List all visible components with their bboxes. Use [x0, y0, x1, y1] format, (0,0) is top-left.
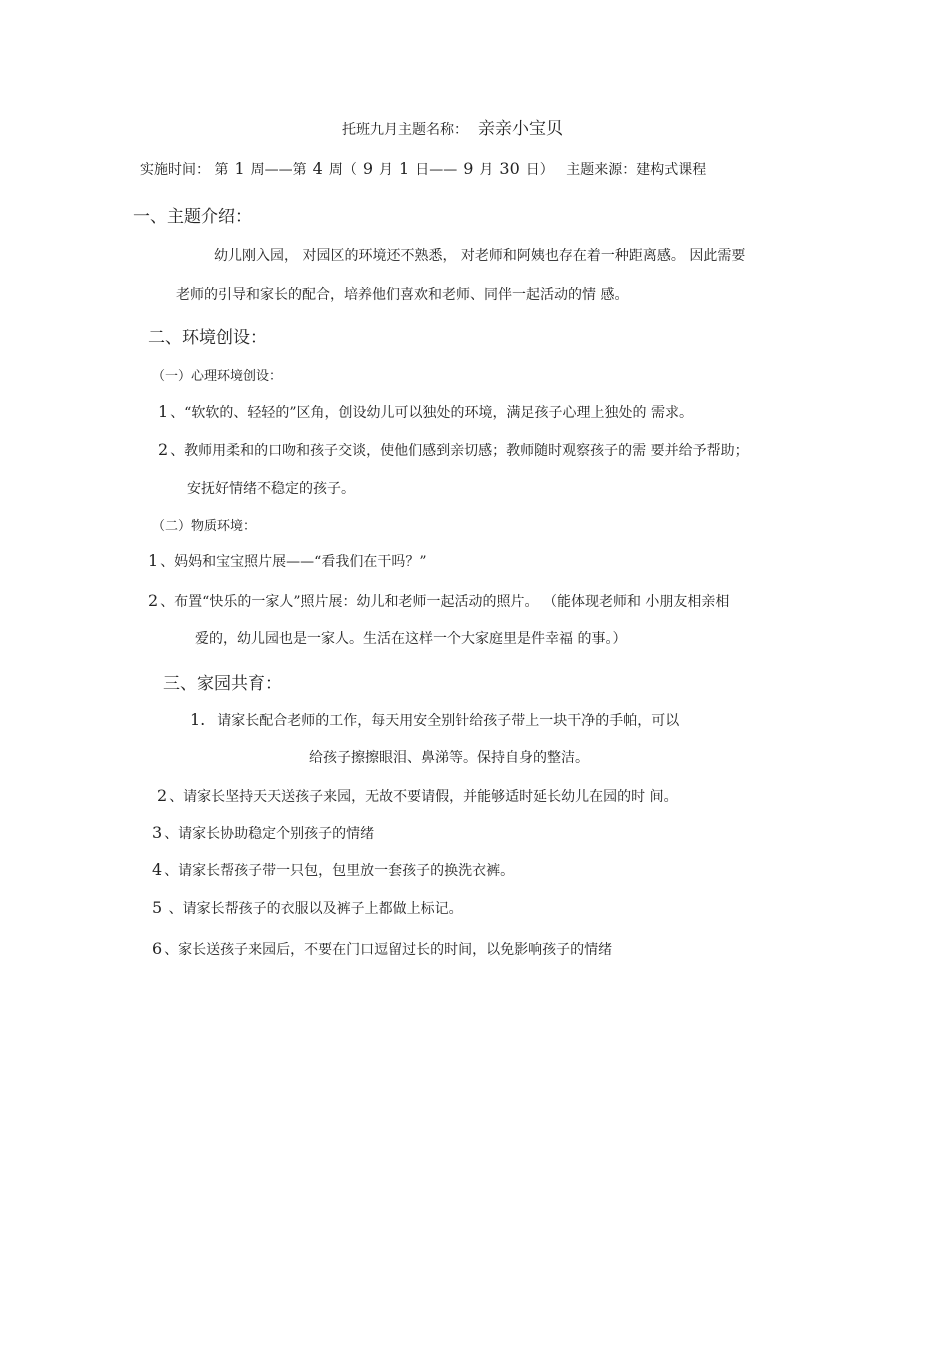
week-sep: 周——第: [250, 162, 307, 178]
section-heading-home-school: 三、家园共育：: [163, 674, 282, 694]
subheading-physical: （二）物质环境：: [152, 519, 257, 534]
date-sep: 日——: [415, 162, 458, 178]
list-item-number: 1: [158, 402, 169, 421]
month-word-end: 月: [479, 162, 494, 178]
list-item-number: 2: [158, 440, 169, 459]
list-item-number: 1: [148, 551, 159, 570]
list-item: [157, 787, 678, 806]
week-word: 第: [214, 162, 229, 178]
time-label: 实施时间：: [140, 162, 210, 178]
list-item: [152, 824, 374, 843]
list-item-continuation: 爱的，幼儿园也是一家人。生活在这样一个大家庭里是件幸福 的事。）: [195, 631, 627, 647]
intro-paragraph-line-2: 老师的引导和家长的配合，培养他们喜欢和老师、同伴一起活动的情 感。: [176, 287, 629, 303]
list-item-text: 、教师用柔和的口吻和孩子交谈，使他们感到亲切感；教师随时观察孩子的需 要并给予帮助；: [170, 443, 749, 459]
list-item-number: 4: [152, 860, 163, 879]
day-end: 30: [499, 159, 520, 178]
theme-title: [342, 120, 563, 139]
list-item-text: 、“软软的、轻轻的”区角，创设幼儿可以独处的环境，满足孩子心理上独处的 需求。: [170, 405, 693, 421]
list-item: [152, 861, 514, 880]
list-item-text: 、请家长帮孩子带一只包，包里放一套孩子的换洗衣裤。: [164, 863, 515, 879]
month-start: 9: [362, 159, 374, 178]
list-item: [152, 940, 612, 959]
list-item: [158, 441, 749, 460]
list-item-number: 3: [152, 823, 163, 842]
list-item: [158, 403, 693, 422]
month-end: 9: [463, 159, 474, 178]
date-close: 日）: [525, 162, 554, 178]
list-item-number: 5: [152, 898, 163, 917]
section-heading-environment: 二、环境创设：: [148, 328, 267, 348]
week-end: 4: [312, 159, 323, 178]
list-item-number: 2: [148, 591, 159, 610]
intro-paragraph-line-1: 幼儿刚入园， 对园区的环境还不熟悉， 对老师和阿姨也存在着一种距离感。 因此需要: [214, 248, 746, 264]
list-item-text: 、请家长坚持天天送孩子来园，无故不要请假，并能够适时延长幼儿在园的时 间。: [169, 789, 678, 805]
theme-title-main: 亲亲小宝贝: [478, 119, 563, 139]
list-item: [190, 711, 679, 730]
week-close: 周（: [328, 162, 357, 178]
list-item-continuation: 安抚好情绪不稳定的孩子。: [187, 481, 355, 497]
theme-source: 主题来源：建构式课程: [566, 162, 707, 178]
section-heading-intro: 一、主题介绍：: [133, 207, 252, 227]
week-start: 1: [234, 159, 245, 178]
subheading-psychological: （一）心理环境创设：: [152, 369, 283, 384]
list-item-text: 、妈妈和宝宝照片展——“看我们在干吗？”: [160, 554, 427, 570]
list-item-number: 6: [152, 939, 163, 958]
list-item-text: 、请家长帮孩子的衣服以及裤子上都做上标记。: [164, 901, 463, 917]
list-item-number: 2: [157, 786, 168, 805]
list-item: [148, 592, 729, 611]
list-item-text: 、请家长协助稳定个别孩子的情绪: [164, 826, 375, 842]
list-item-text: 、家长送孩子来园后，不要在门口逗留过长的时间，以免影响孩子的情绪: [164, 942, 613, 958]
list-item: [148, 552, 427, 571]
list-item-number: 1.: [190, 710, 206, 729]
month-word-start: 月: [379, 162, 394, 178]
day-start: 1: [399, 159, 410, 178]
list-item: [152, 899, 463, 918]
theme-title-prefix: 托班九月主题名称：: [342, 122, 468, 138]
list-item-continuation: 给孩子擦擦眼泪、鼻涕等。保持自身的整洁。: [309, 750, 589, 766]
implementation-info: [140, 160, 706, 179]
list-item-text: 请家长配合老师的工作，每天用安全别针给孩子带上一块干净的手帕，可以: [217, 713, 680, 729]
list-item-text: 、布置“快乐的一家人”照片展：幼儿和老师一起活动的照片。 （能体现老师和 小朋友相亲相: [160, 594, 730, 610]
